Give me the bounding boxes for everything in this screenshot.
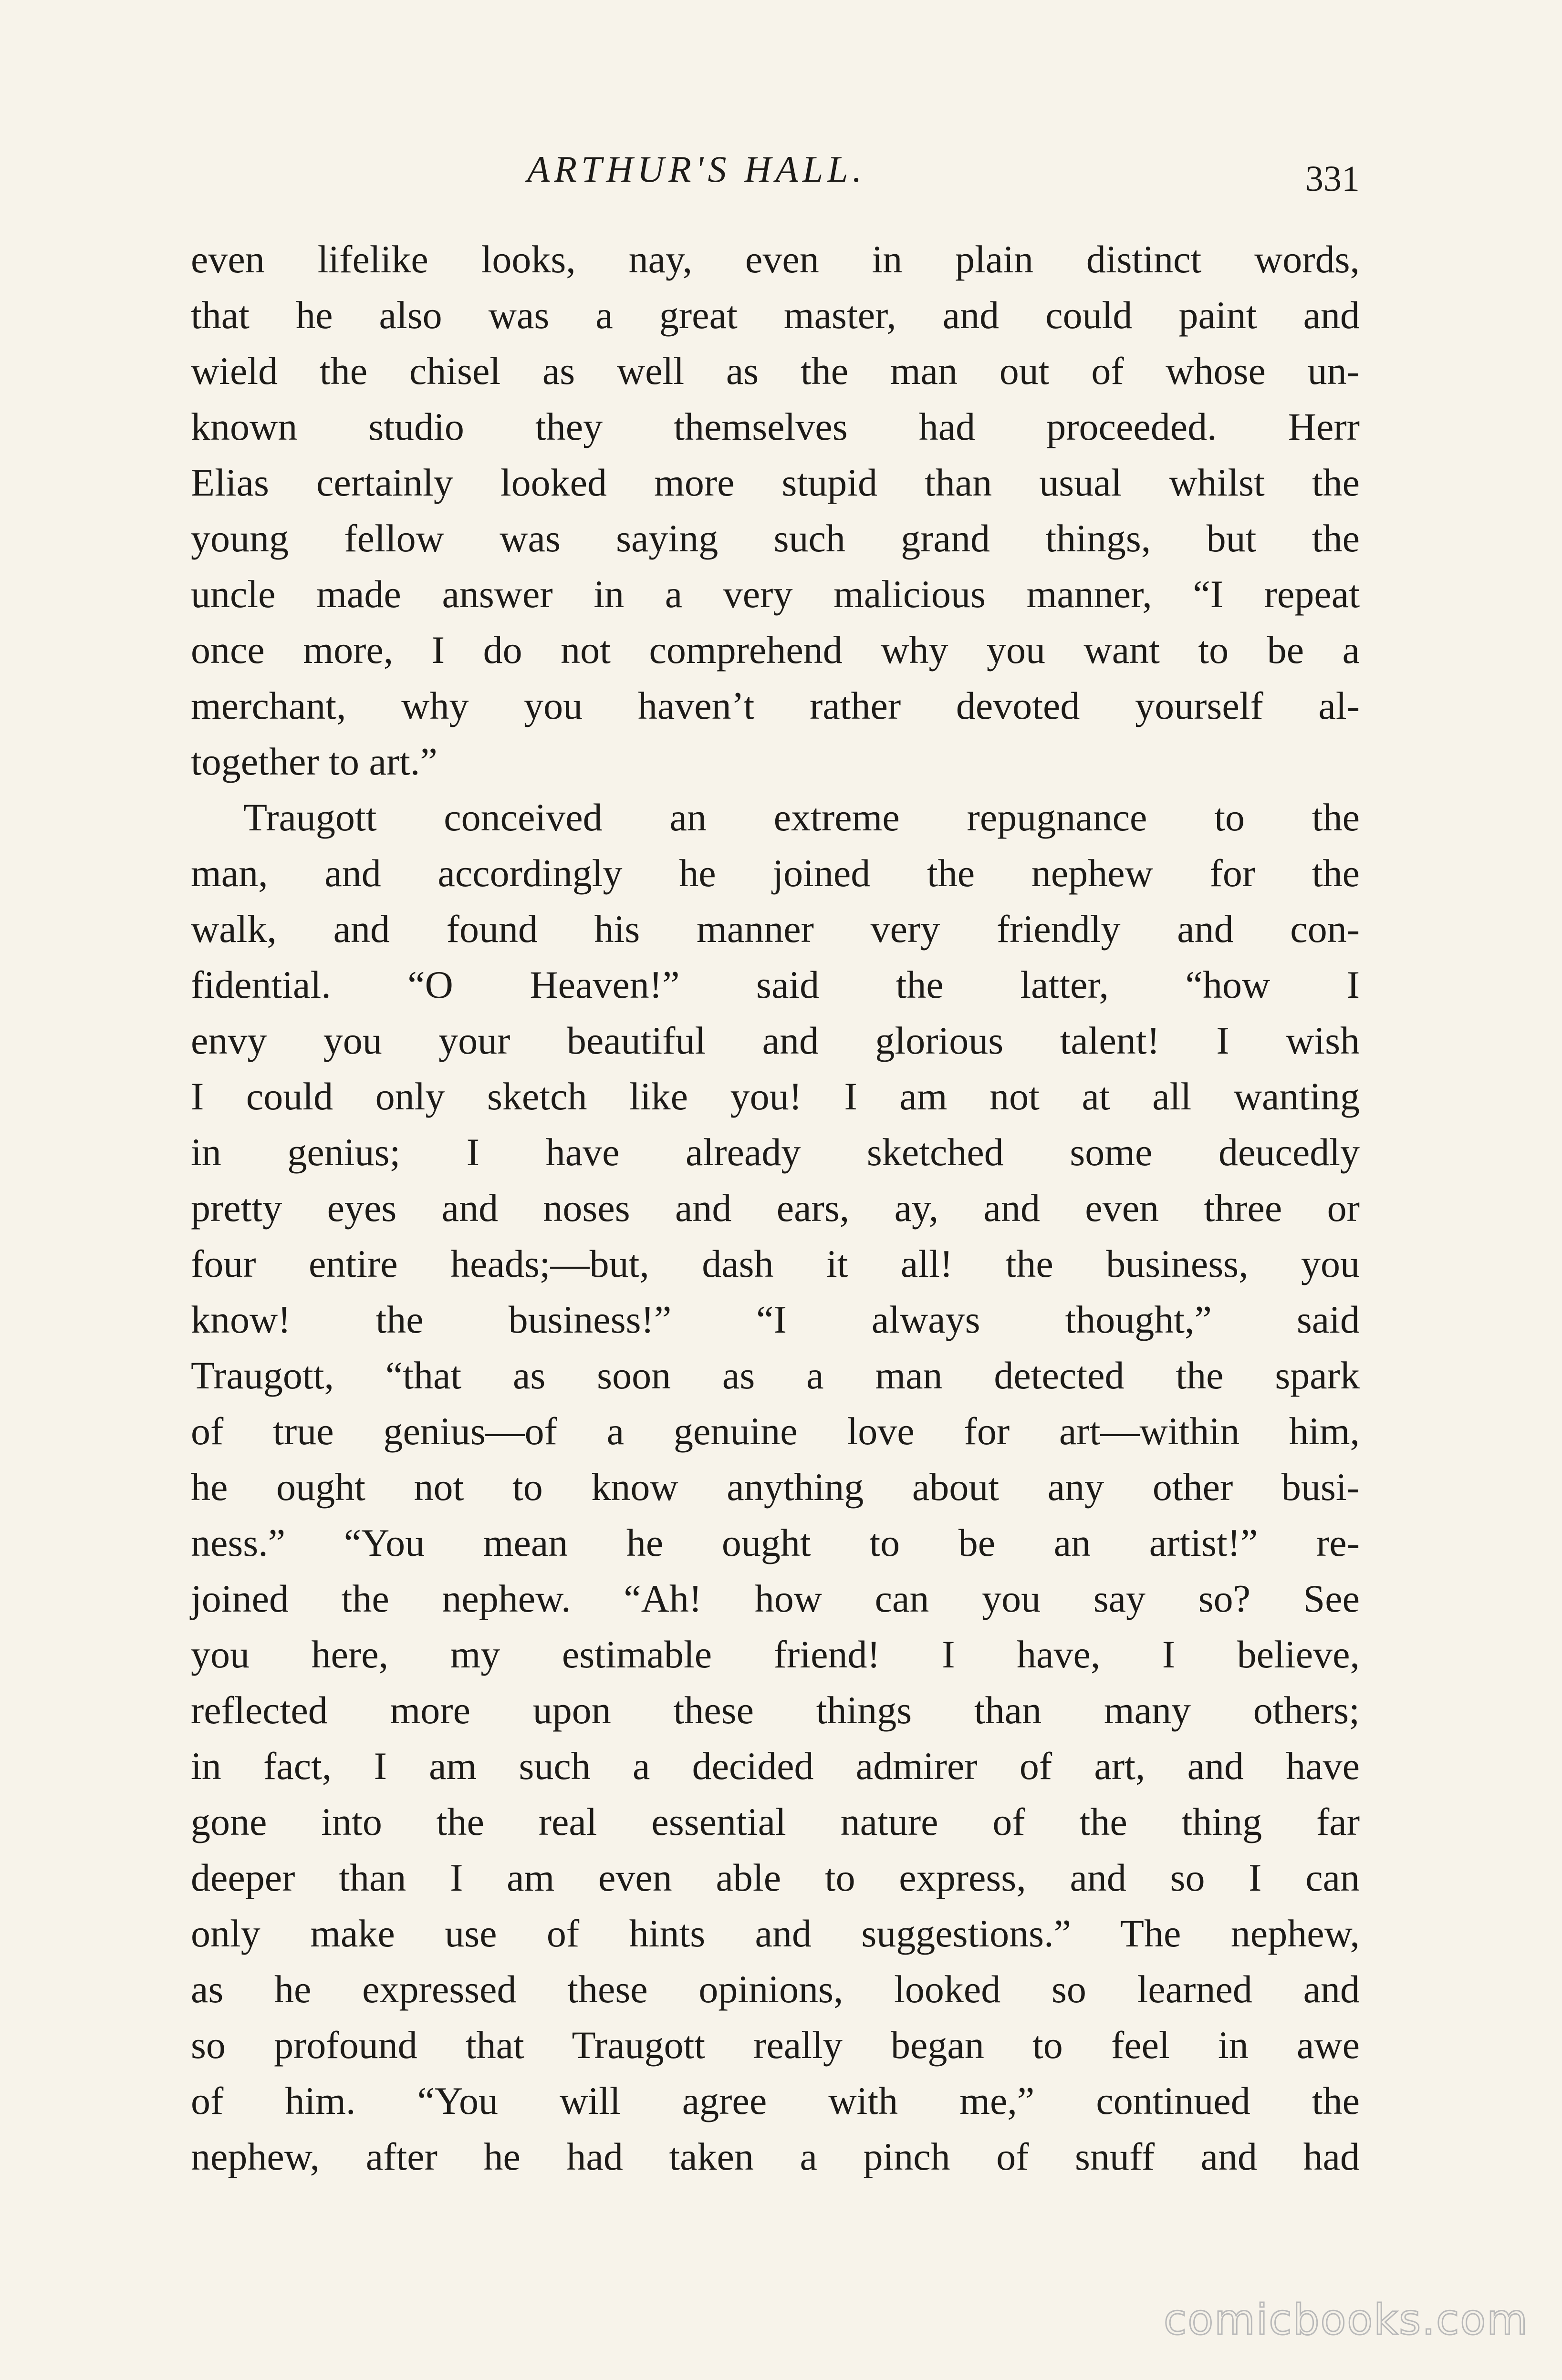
text-line: pretty eyes and noses and ears, ay, and even three or	[191, 1186, 1360, 1230]
text-line: Traugott conceived an extreme repugnance to the	[243, 796, 1360, 839]
text-line: known studio they themselves had proceeded. Herr	[191, 405, 1360, 448]
text-line: that he also was a great master, and could paint and	[191, 293, 1360, 337]
text-line: envy you your beautiful and glorious talent! I wish	[191, 1019, 1360, 1062]
text-line: fidential. “O Heaven!” said the latter, “how I	[191, 963, 1360, 1006]
text-line: walk, and found his manner very friendly and con-	[191, 907, 1360, 951]
text-line: in fact, I am such a decided admirer of art, and have	[191, 1744, 1360, 1788]
page-number: 331	[1305, 159, 1360, 199]
text-line: nephew, after he had taken a pinch of snuff and had	[191, 2135, 1360, 2178]
page-header	[191, 143, 1360, 200]
text-line: he ought not to know anything about any other busi-	[191, 1465, 1360, 1509]
text-line: only make use of hints and suggestions.” The nephew,	[191, 1912, 1360, 1955]
text-line: of him. “You will agree with me,” continued the	[191, 2079, 1360, 2122]
text-line: of true genius—of a genuine love for art—within him,	[191, 1409, 1360, 1453]
text-line: reflected more upon these things than many others;	[191, 1688, 1360, 1732]
text-line: deeper than I am even able to express, and so I can	[191, 1856, 1360, 1899]
text-line: as he expressed these opinions, looked so learned and	[191, 1967, 1360, 2011]
text-line: so profound that Traugott really began to feel in awe	[191, 2023, 1360, 2067]
text-line: merchant, why you haven’t rather devoted yourself al-	[191, 684, 1360, 727]
watermark: comicbooks.com	[1163, 2295, 1529, 2344]
text-line: wield the chisel as well as the man out of whose un-	[191, 349, 1360, 393]
body-text	[191, 231, 1360, 2184]
text-line: gone into the real essential nature of the thing far	[191, 1800, 1360, 1843]
text-line: in genius; I have already sketched some deucedly	[191, 1130, 1360, 1174]
text-line: you here, my estimable friend! I have, I believe,	[191, 1633, 1360, 1676]
text-line: Traugott, “that as soon as a man detected the spark	[191, 1354, 1360, 1397]
text-line: four entire heads;—but, dash it all! the business, you	[191, 1242, 1360, 1285]
text-line: once more, I do not comprehend why you want to be a	[191, 628, 1360, 672]
text-line: even lifelike looks, nay, even in plain distinct words,	[191, 238, 1360, 281]
text-line: man, and accordingly he joined the nephew for the	[191, 851, 1360, 895]
text-line: I could only sketch like you! I am not at all wanting	[191, 1075, 1360, 1118]
text-line: together to art.”	[191, 740, 437, 783]
text-line: uncle made answer in a very malicious manner, “I repeat	[191, 572, 1360, 616]
text-line: joined the nephew. “Ah! how can you say so? See	[191, 1577, 1360, 1620]
running-head: ARTHUR'S HALL.	[527, 148, 866, 190]
text-line: young fellow was saying such grand things, but the	[191, 517, 1360, 560]
text-line: ness.” “You mean he ought to be an artist!” re-	[191, 1521, 1360, 1564]
text-line: Elias certainly looked more stupid than usual whilst the	[191, 461, 1360, 504]
text-line: know! the business!” “I always thought,” said	[191, 1298, 1360, 1341]
